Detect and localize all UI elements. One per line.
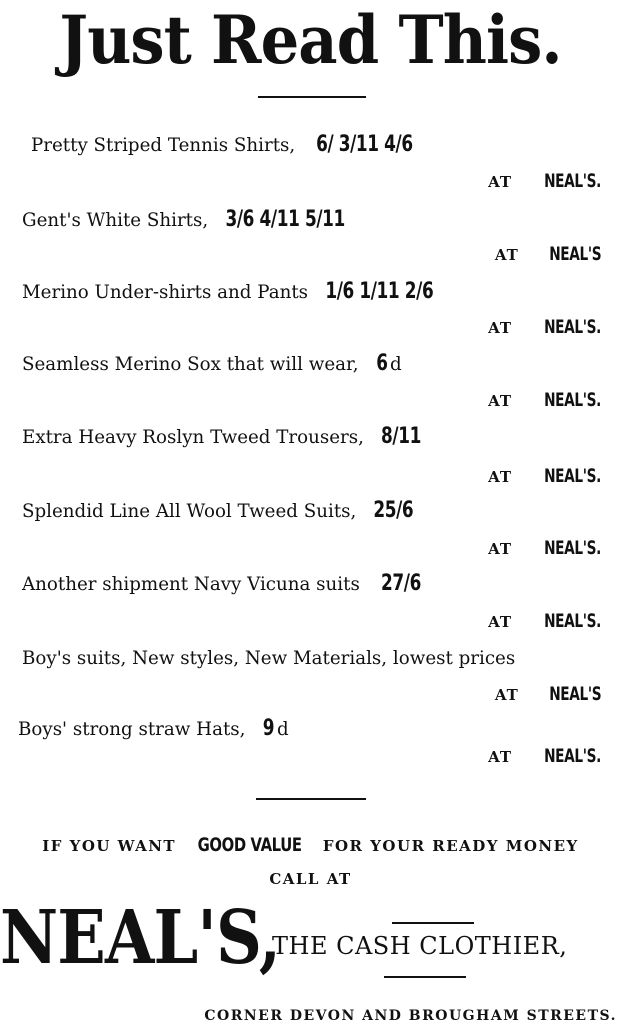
- item-price: 8/11: [381, 424, 422, 449]
- store-label: NEAL'S.: [544, 316, 601, 338]
- at-store-line: [488, 537, 601, 560]
- at-store-line: [488, 170, 601, 193]
- at-label: AT: [488, 748, 513, 766]
- at-store-line: [488, 389, 601, 412]
- item-description: Boys' strong straw Hats,: [18, 718, 246, 740]
- item-description: Another shipment Navy Vicuna suits: [22, 573, 360, 595]
- item-line: [22, 646, 515, 670]
- at-label: AT: [488, 319, 513, 337]
- item-price: 3/6 4/11 5/11: [225, 207, 345, 232]
- store-label: NEAL'S.: [544, 465, 601, 487]
- item-description: Pretty Striped Tennis Shirts,: [31, 134, 296, 156]
- item-line: [22, 352, 402, 376]
- at-store-line: [488, 745, 601, 768]
- item-line: [18, 717, 289, 741]
- item-price-suffix: d: [276, 718, 289, 740]
- cta-suffix: FOR YOUR READY MONEY: [322, 837, 579, 855]
- item-line: [22, 572, 431, 596]
- item-description: Splendid Line All Wool Tweed Suits,: [22, 500, 357, 522]
- at-label: AT: [494, 246, 519, 264]
- store-label: NEAL'S.: [544, 610, 601, 632]
- item-price: 6: [375, 351, 388, 376]
- item-line: [22, 425, 431, 449]
- tagline-rule-top: [392, 922, 474, 924]
- store-label: NEAL'S.: [544, 745, 601, 767]
- item-line: [22, 208, 375, 232]
- item-description: Extra Heavy Roslyn Tweed Trousers,: [22, 426, 364, 448]
- at-store-line: [488, 465, 601, 488]
- store-label: NEAL'S.: [544, 537, 601, 559]
- store-label: NEAL'S: [549, 243, 601, 265]
- divider-top: [258, 96, 366, 98]
- call-at-line: CALL AT: [269, 870, 352, 888]
- cta-prefix: IF YOU WANT: [42, 837, 177, 855]
- store-address: CORNER DEVON AND BROUGHAM STREETS.: [204, 1008, 617, 1024]
- at-label: AT: [488, 613, 513, 631]
- item-price: 1/6 1/11 2/6: [325, 279, 434, 304]
- store-name: NEAL'S,: [0, 895, 281, 981]
- divider-middle: [256, 798, 366, 800]
- cta-emphasis: GOOD VALUE: [197, 834, 302, 856]
- store-label: NEAL'S.: [544, 170, 601, 192]
- headline: Just Read This.: [59, 1, 562, 79]
- item-line: [22, 280, 460, 304]
- tagline-rule-bottom: [384, 976, 466, 978]
- item-price-suffix: d: [390, 353, 402, 375]
- at-label: AT: [488, 173, 513, 191]
- item-description: Merino Under-shirts and Pants: [22, 281, 309, 303]
- store-tagline: THE CASH CLOTHIER,: [272, 932, 568, 960]
- item-line: [31, 133, 437, 157]
- at-store-line: [495, 243, 601, 266]
- item-price: 25/6: [373, 498, 414, 523]
- at-label: AT: [488, 468, 513, 486]
- item-description: Gent's White Shirts,: [22, 209, 209, 231]
- at-store-line: [488, 610, 601, 633]
- item-price: 9: [262, 716, 275, 741]
- item-description: Boy's suits, New styles, New Materials, lowest prices: [22, 647, 516, 669]
- at-label: AT: [488, 392, 513, 410]
- store-label: NEAL'S.: [544, 389, 601, 411]
- at-store-line: [488, 316, 601, 339]
- store-label: NEAL'S: [549, 683, 601, 705]
- item-description: Seamless Merino Sox that will wear,: [22, 353, 359, 375]
- at-label: AT: [494, 686, 519, 704]
- item-price: 27/6: [380, 571, 421, 596]
- item-price: 6/ 3/11 4/6: [316, 132, 413, 157]
- at-label: AT: [488, 540, 513, 558]
- call-to-action: [0, 834, 621, 856]
- at-store-line: [495, 683, 601, 706]
- item-line: [22, 499, 424, 523]
